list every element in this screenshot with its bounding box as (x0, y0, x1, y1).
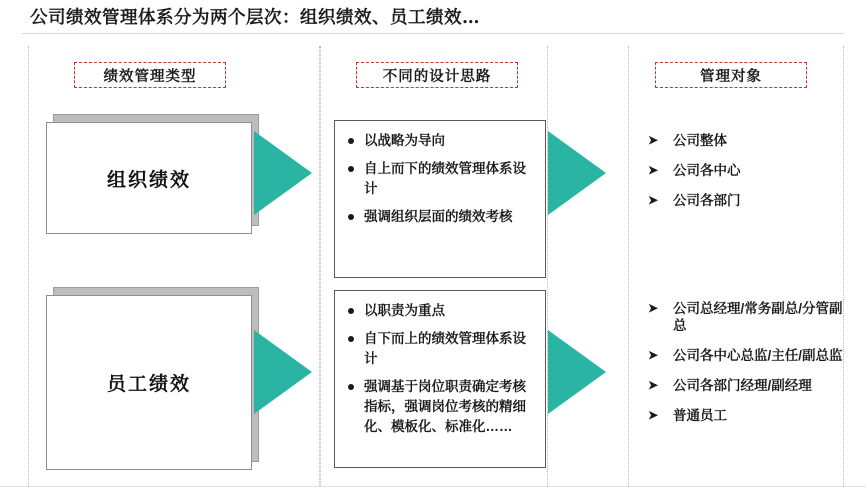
idea-item: 强调组织层面的绩效考核 (347, 207, 533, 227)
idea-item: 自下而上的绩效管理体系设计 (347, 329, 533, 369)
idea-item: 自上而下的绩效管理体系设计 (347, 159, 533, 199)
column-header-ideas: 不同的设计思路 (356, 62, 518, 88)
object-item: ➤ 普通员工 (648, 407, 848, 424)
page-title: 公司绩效管理体系分为两个层次：组织绩效、员工绩效… (30, 8, 480, 28)
bottom-divider (0, 486, 866, 487)
type-card-organization: 组织绩效 (46, 122, 252, 234)
column-header-objects: 管理对象 (655, 62, 807, 88)
object-item: ➤ 公司整体 (648, 132, 848, 149)
object-item: ➤ 公司各中心 (648, 162, 848, 179)
type-card-employee: 员工绩效 (46, 295, 252, 470)
ideas-box-organization (334, 120, 546, 278)
object-item: ➤ 公司总经理/常务副总/分管副总 (648, 300, 848, 334)
idea-item: 以战略为导向 (347, 131, 533, 151)
arrow-right-icon (548, 131, 606, 215)
objects-list-employee (648, 300, 848, 437)
object-item: ➤ 公司各部门经理/副经理 (648, 377, 848, 394)
idea-item: 以职责为重点 (347, 301, 533, 321)
column-header-type: 绩效管理类型 (74, 62, 226, 88)
object-item: ➤ 公司各部门 (648, 192, 848, 209)
ideas-box-employee (334, 290, 546, 468)
idea-item: 强调基于岗位职责确定考核指标，强调岗位考核的精细化、模板化、标准化…… (347, 377, 533, 437)
arrow-right-icon (548, 330, 606, 414)
object-item: ➤ 公司各中心总监/主任/副总监 (648, 347, 848, 364)
arrow-right-icon (254, 330, 312, 414)
arrow-right-icon (254, 131, 312, 215)
objects-list-organization (648, 132, 848, 222)
title-divider (22, 33, 844, 34)
